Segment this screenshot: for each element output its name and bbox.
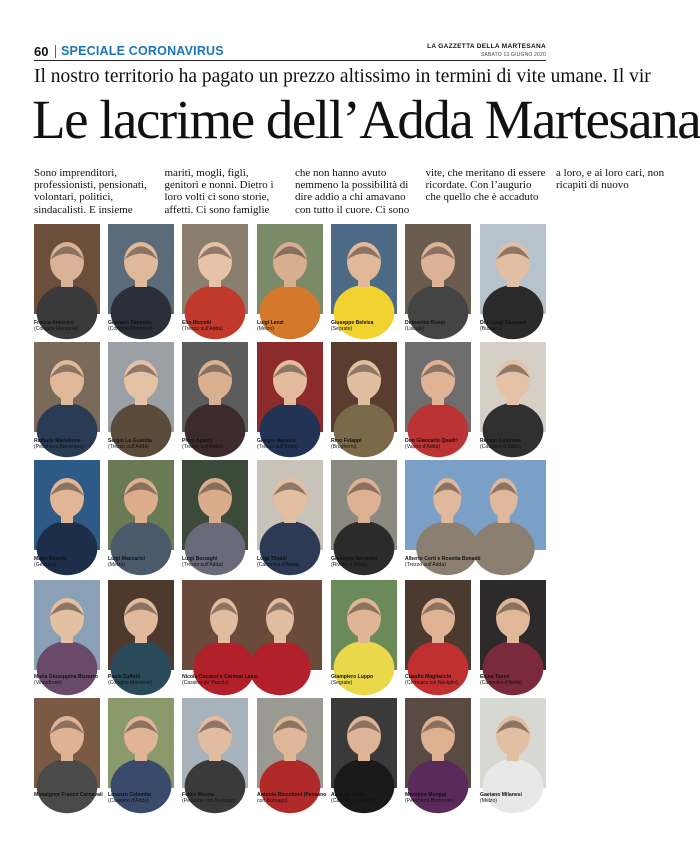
portrait-image: [108, 342, 174, 432]
portrait-photo: [34, 224, 100, 314]
person-name: Don Giancarlo Quadri: [405, 438, 458, 444]
portrait-photo: [480, 698, 546, 788]
person-town: (Melzo): [108, 562, 125, 568]
portrait-caption: [257, 792, 326, 804]
portrait-caption: [331, 674, 373, 686]
person-name: Sergio La Guardia: [108, 438, 152, 444]
portrait-photo: [405, 460, 546, 550]
portrait-caption: [34, 320, 78, 332]
portrait-image: [34, 580, 100, 670]
person-name: Franca Antonino: [34, 320, 75, 326]
portrait-caption: [480, 792, 522, 804]
portrait-image: [331, 580, 397, 670]
portrait-photo: [257, 224, 323, 314]
portrait-caption: [108, 674, 152, 686]
portrait-caption: [331, 320, 373, 332]
section-title: SPECIALE CORONAVIRUS: [61, 44, 224, 58]
person-name: Lorenzo Colombo: [108, 792, 152, 798]
person-name: Paola Zuffetti: [108, 674, 141, 680]
person-name: Luigi Lenzi: [257, 320, 284, 326]
person-town: (Trezzo sull’Adda): [108, 444, 149, 450]
person-town: (Segrate): [331, 680, 353, 686]
person-name: Domenico Rossi: [405, 320, 445, 326]
portrait-image: [405, 224, 471, 314]
person-name: Maria Giuseppina Bizzarro: [34, 674, 98, 680]
portrait-caption: [108, 438, 152, 450]
person-name: Piero Agazzi: [182, 438, 213, 444]
portrait-caption: [108, 792, 151, 804]
person-name: Monsignor Franco Carnevali: [34, 792, 103, 798]
portrait-image: [108, 698, 174, 788]
portrait-photo: [480, 342, 546, 432]
portrait-caption: [34, 792, 103, 798]
person-name: Gaetano Milanesi: [480, 792, 522, 798]
portrait-image: [257, 460, 323, 550]
portrait-caption: [405, 320, 445, 332]
portrait-image: [108, 460, 174, 550]
person-town: (Bussero): [480, 326, 503, 332]
person-name: Giuseppe Belvisa: [331, 320, 374, 326]
person-town: (Cologno Monzese): [108, 326, 153, 332]
portrait-caption: [405, 438, 458, 450]
portrait-caption: [34, 438, 84, 450]
person-town: (Cologno Monzese): [108, 680, 153, 686]
portrait-image: [182, 224, 248, 314]
portrait-image: [405, 698, 471, 788]
portrait-photo: [108, 580, 174, 670]
page-header: [34, 44, 546, 61]
person-name: Renato Colombo: [480, 438, 521, 444]
person-town: (Cassina de’ Pecchi): [182, 680, 229, 686]
portrait-photo: [34, 580, 100, 670]
portrait-caption: [182, 556, 223, 568]
portrait-photo: [34, 460, 100, 550]
portrait-image: [34, 342, 100, 432]
portrait-image: [331, 342, 397, 432]
person-name: Alberto Corti e Rosetta Bonadè: [405, 556, 481, 562]
person-name: Claudio Magliacchi: [405, 674, 452, 680]
portrait-photo: [257, 460, 323, 550]
person-town: con Bornago): [257, 798, 288, 804]
portrait-photo: [405, 224, 471, 314]
person-name: Antonio Riccoboni (Pessano: [257, 792, 327, 798]
person-town: (Canonica d’Adda): [480, 680, 523, 686]
portrait-photo: [331, 580, 397, 670]
portrait-caption: [331, 556, 377, 568]
portrait-photo: [257, 342, 323, 432]
person-name: Gennaro Simeone: [108, 320, 152, 326]
person-town: (Trezzo sull’Adda): [182, 444, 223, 450]
portrait-image: [405, 342, 471, 432]
portrait-caption: [405, 792, 455, 804]
portrait-photo: [405, 580, 471, 670]
person-town: (Cassano d’Adda): [480, 444, 521, 450]
portrait-image: [108, 224, 174, 314]
issue-date: SABATO 13 GIUGNO 2020: [480, 52, 546, 58]
portrait-photo: [405, 342, 471, 432]
portrait-image: [331, 460, 397, 550]
portrait-image: [108, 580, 174, 670]
article-body: Sono imprenditori, professionisti, pensionati, volontari, politici, sindacalisti. E insieme mariti, mogli, figli, genitori e nonni. Dietro i loro volti ci sono storie, affetti. Ci sono famiglie che non hanno avuto nemmeno la possibilità di dire addio a chi amavano con tutto il cuore. Ci sono vite, che meritano di essere ricordate. Con l’augurio che quello che è accaduto a loro, e ai loro cari, non ricapiti di nuovo: [34, 167, 665, 216]
portrait-caption: [480, 674, 522, 686]
person-town: (Vaprio d’Adda): [405, 444, 441, 450]
portrait-photo: [480, 224, 546, 314]
portrait-caption: [480, 438, 521, 450]
person-town: (Trezzo sull’Adda): [405, 562, 446, 568]
portrait-caption: [182, 792, 236, 804]
portrait-image: [331, 698, 397, 788]
person-town: (Cologno Monzese): [34, 326, 79, 332]
portrait-caption: [257, 320, 284, 332]
portrait-caption: [257, 438, 298, 450]
portrait-image: [182, 580, 322, 670]
portrait-image: [257, 698, 323, 788]
person-name: Giorgio Manenti: [257, 438, 296, 444]
portrait-photo: [182, 460, 248, 550]
portrait-caption: [108, 556, 145, 568]
portrait-photo: [331, 342, 397, 432]
person-town: (Segrate): [331, 326, 353, 332]
person-name: Giuseppe Bonadeo: [331, 556, 378, 562]
person-town: (Cassano d’Adda): [108, 798, 149, 804]
portrait-caption: [108, 320, 152, 332]
portrait-caption: [34, 674, 98, 686]
person-town: (Cernusco sul Naviglio): [405, 680, 458, 686]
portrait-image: [257, 224, 323, 314]
person-town: (Melzo): [257, 326, 274, 332]
portrait-image: [257, 342, 323, 432]
person-town: (Rivolta d’Adda): [331, 562, 368, 568]
person-town: (Liscate): [405, 326, 425, 332]
portrait-caption: [182, 674, 258, 686]
portrait-caption: [331, 438, 362, 450]
portrait-photo: [34, 698, 100, 788]
person-town: (Vimodrone): [34, 680, 62, 686]
person-name: Elio Riccetti: [182, 320, 212, 326]
portrait-photo: [182, 224, 248, 314]
portrait-image: [480, 580, 546, 670]
newspaper-name: LA GAZZETTA DELLA MARTESANA: [427, 43, 546, 50]
person-name: Mario Ronchi: [34, 556, 67, 562]
person-name: Don Luigi Giussani: [480, 320, 527, 326]
portrait-image: [405, 460, 546, 550]
person-town: (Peschiera Borromeo): [34, 444, 84, 450]
portrait-caption: [480, 320, 526, 332]
portrait-caption: [34, 556, 66, 568]
person-town: (Trezzo sull’Adda): [257, 444, 298, 450]
portrait-photo: [182, 698, 248, 788]
person-name: Felice Menna: [182, 792, 214, 798]
person-name: Elena Tasso: [480, 674, 510, 680]
portrait-photo: [405, 698, 471, 788]
headline: Le lacrime dell’Adda Martesana: [32, 89, 700, 150]
person-name: Massimo Monggi: [405, 792, 447, 798]
person-name: Rino Felappi: [331, 438, 362, 444]
portrait-caption: [257, 556, 299, 568]
person-town: (Trezzo sull’Adda): [182, 326, 223, 332]
person-town: (Brugherio): [331, 444, 357, 450]
portrait-image: [182, 460, 248, 550]
portrait-photo: [182, 580, 322, 670]
portrait-photo: [331, 460, 397, 550]
portrait-caption: [331, 792, 378, 804]
person-town: (Trezzo sull’Adda): [182, 562, 223, 568]
portrait-image: [480, 342, 546, 432]
portrait-caption: [182, 438, 223, 450]
portrait-image: [34, 698, 100, 788]
subtitle: Il nostro territorio ha pagato un prezzo altissimo in termini di vite umane. Il vir: [34, 66, 651, 87]
person-town: (Peschiera Borromeo): [405, 798, 455, 804]
person-name: Giampiero Luppo: [331, 674, 374, 680]
page-number: 60: [34, 44, 49, 59]
person-town: (Gessate): [34, 562, 57, 568]
portrait-photo: [331, 698, 397, 788]
person-name: Nicola Cocucci e Carmen Laino: [182, 674, 259, 680]
portrait-caption: [182, 320, 223, 332]
portrait-photo: [108, 224, 174, 314]
portrait-photo: [108, 460, 174, 550]
portrait-image: [34, 224, 100, 314]
portrait-photo: [257, 698, 323, 788]
portrait-image: [34, 460, 100, 550]
person-town: (Pessano con Bornago): [182, 798, 236, 804]
person-town: (Canonica d’Adda): [257, 562, 300, 568]
portrait-image: [405, 580, 471, 670]
header-divider: [55, 45, 56, 58]
person-name: Raffaele Martellone: [34, 438, 81, 444]
person-town: (Melzo): [480, 798, 497, 804]
portrait-photo: [331, 224, 397, 314]
portrait-image: [480, 698, 546, 788]
portrait-caption: [405, 556, 481, 568]
person-town: (Cassina de’ Pecchi): [331, 798, 378, 804]
portrait-photo: [182, 342, 248, 432]
portrait-image: [480, 224, 546, 314]
portrait-image: [331, 224, 397, 314]
portrait-photo: [108, 342, 174, 432]
person-name: Luigi Tibaldi: [257, 556, 287, 562]
portrait-photo: [108, 698, 174, 788]
portrait-image: [182, 698, 248, 788]
portrait-photo: [34, 342, 100, 432]
person-name: Luigi Mascarini: [108, 556, 146, 562]
person-name: Luigi Borzaghi: [182, 556, 218, 562]
portrait-caption: [405, 674, 458, 686]
person-name: Antonio Melia: [331, 792, 365, 798]
portrait-photo: [480, 580, 546, 670]
portrait-image: [182, 342, 248, 432]
